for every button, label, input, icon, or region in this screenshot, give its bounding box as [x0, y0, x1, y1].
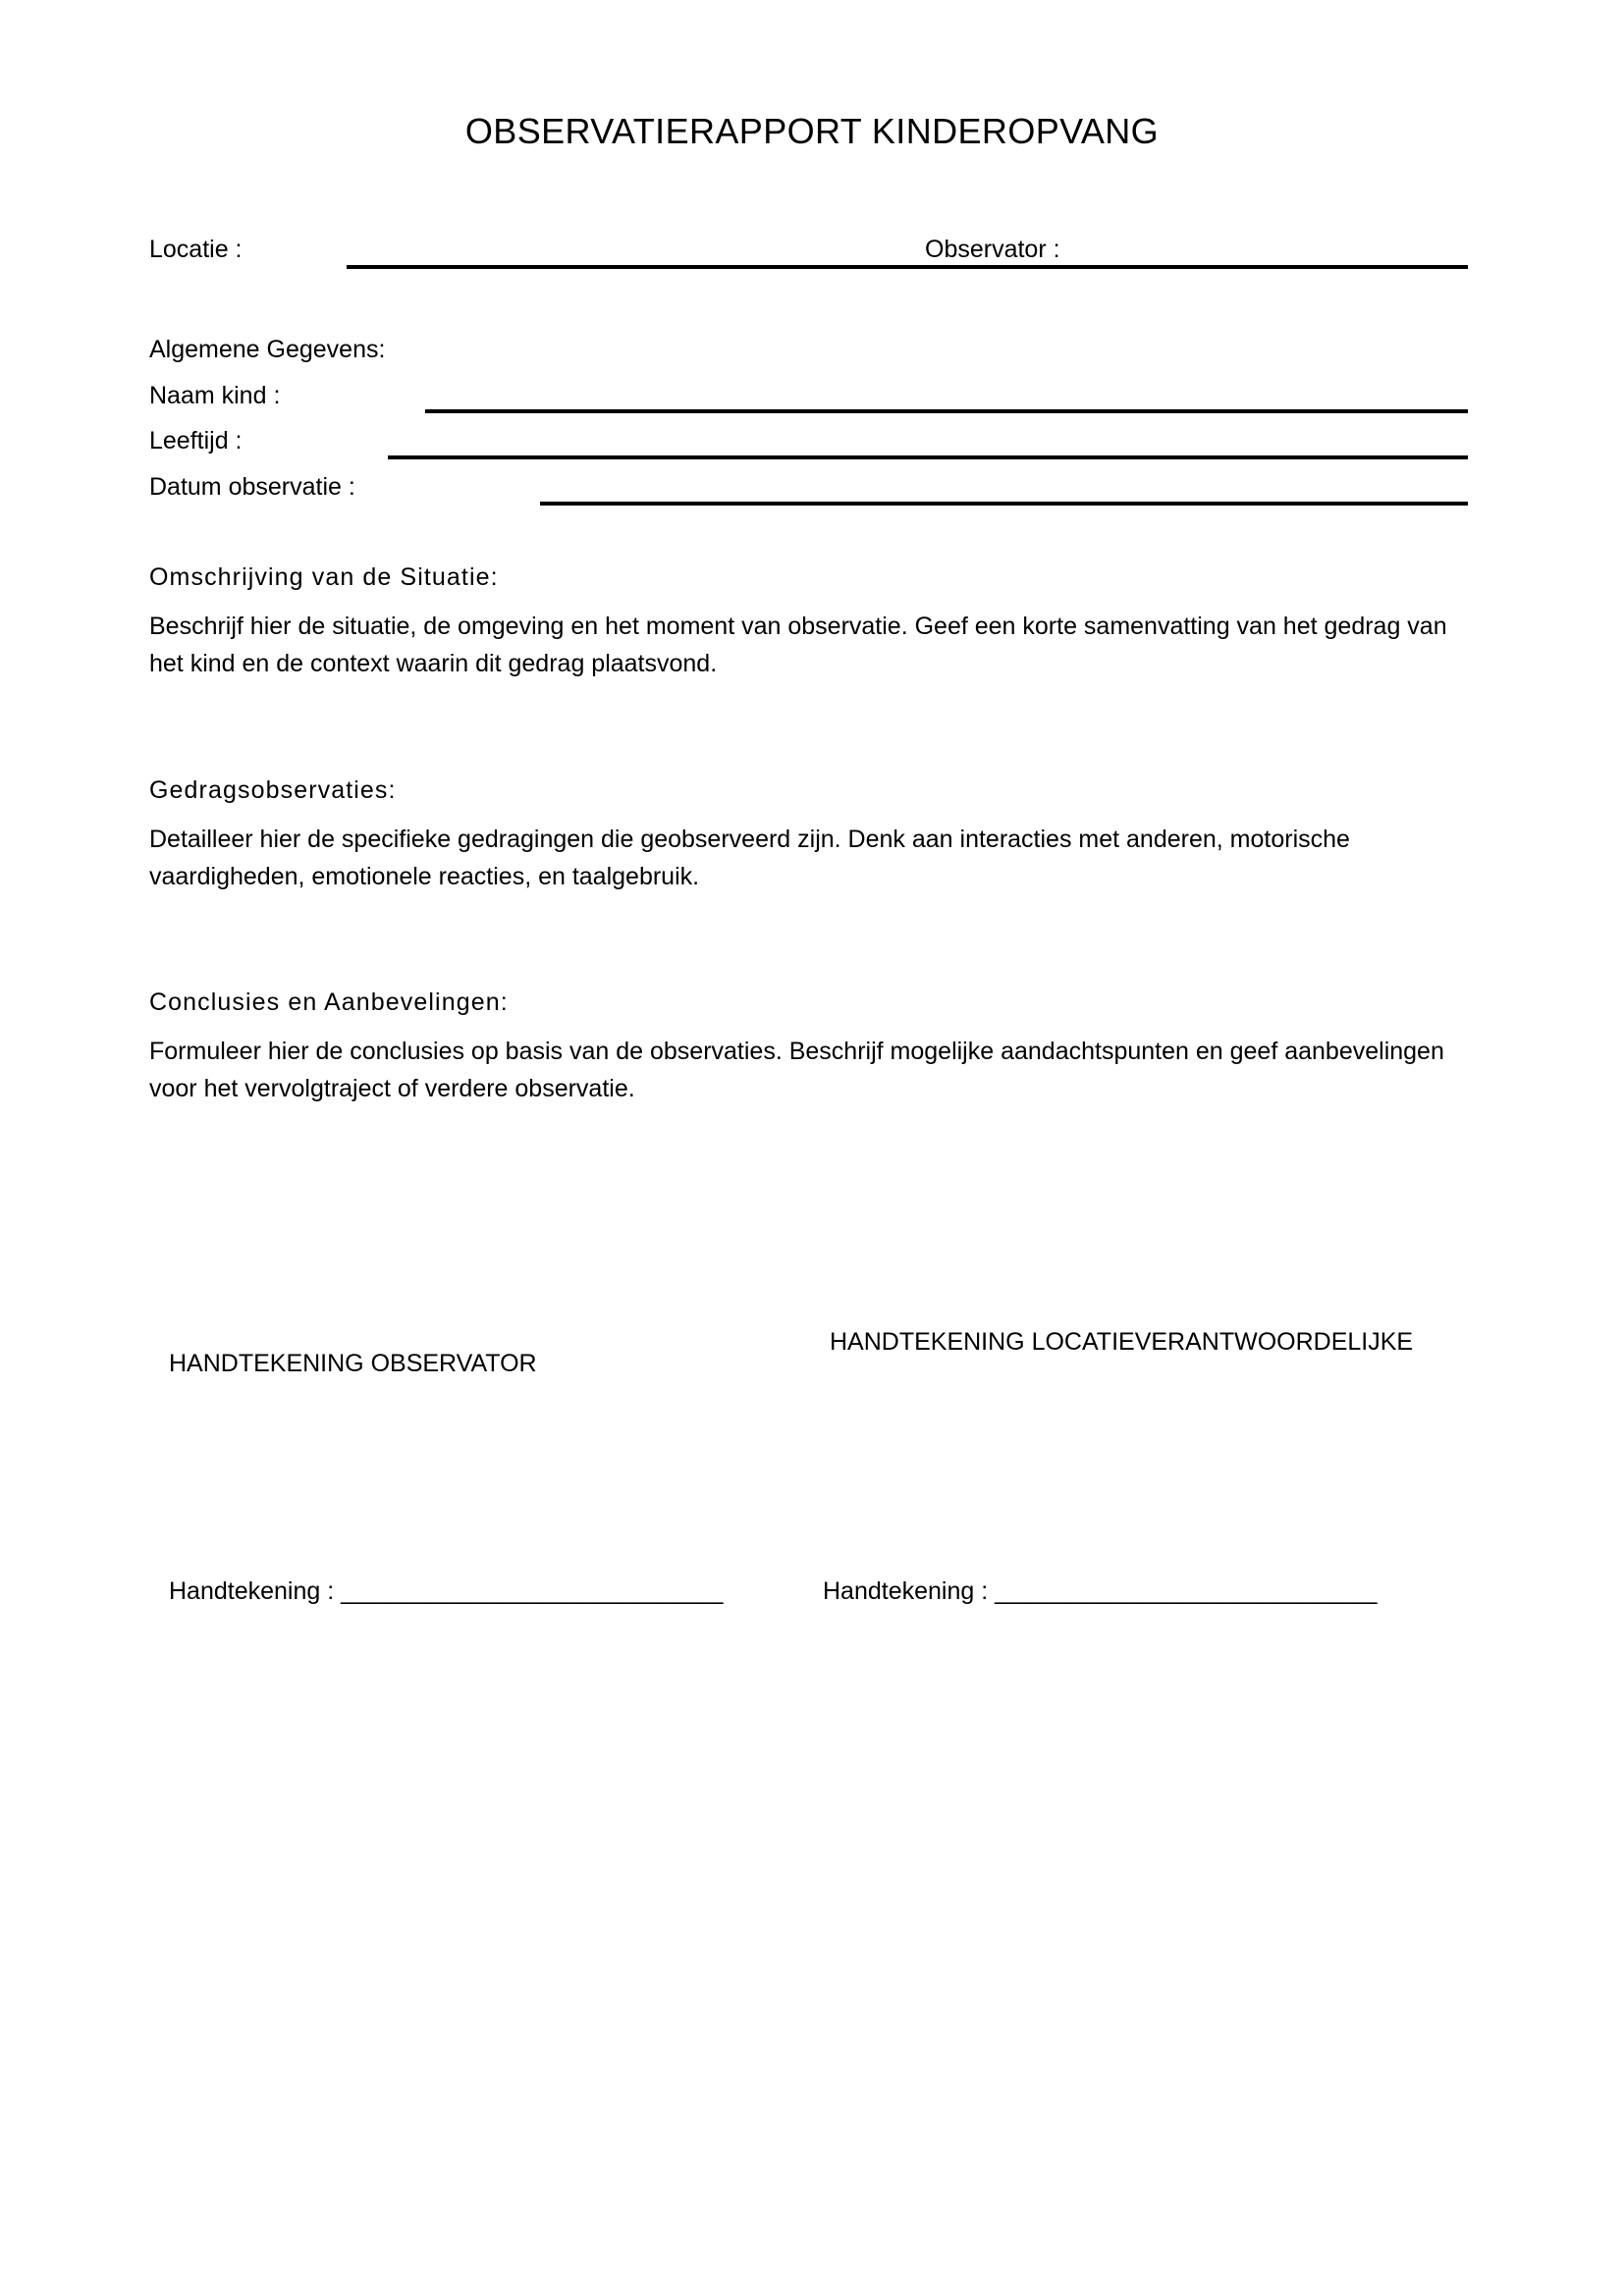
observer-signature-line[interactable]: Handtekening : ____________________________ [169, 1577, 724, 1605]
locatie-label: Locatie : [149, 236, 243, 263]
section-gedragsobservaties-heading: Gedragsobservaties: [149, 776, 397, 804]
general-info-heading: Algemene Gegevens: [149, 336, 386, 363]
section-conclusies-body: Formuleer hier de conclusies op basis van de observaties. Beschrijf mogelijke aandachtspunten en geef aanbevelingen voor het vervolgtraject of verdere observatie. [149, 1038, 1444, 1102]
section-conclusies-heading: Conclusies en Aanbevelingen: [149, 988, 509, 1016]
datum-observatie-field-rule[interactable] [540, 502, 1468, 506]
observator-label: Observator : [925, 236, 1060, 263]
leeftijd-field-rule[interactable] [388, 455, 1468, 459]
leeftijd-label: Leeftijd : [149, 427, 243, 454]
naam-kind-label: Naam kind : [149, 382, 281, 409]
datum-observatie-label: Datum observatie : [149, 473, 355, 501]
section-conclusies-aanbevelingen [149, 986, 1470, 1107]
section-omschrijving-situatie [149, 561, 1470, 682]
page-title: OBSERVATIERAPPORT KINDEROPVANG [464, 111, 1160, 151]
section-gedragsobservaties-body: Detailleer hier de specifieke gedragingen die geobserveerd zijn. Denk aan interacties met anderen, motorische vaardigheden, emotionele reacties, en taalgebruik. [149, 826, 1350, 890]
section-omschrijving-body: Beschrijf hier de situatie, de omgeving en het moment van observatie. Geef een korte samenvatting van het gedrag van het kind en de context waarin dit gedrag plaatsvond. [149, 613, 1447, 677]
location-signature-caption: HANDTEKENING LOCATIEVERANTWOORDELIJKE [830, 1328, 1414, 1356]
locatie-observator-field-rule[interactable] [347, 265, 1468, 269]
observer-signature-caption: HANDTEKENING OBSERVATOR [169, 1350, 537, 1377]
naam-kind-field-rule[interactable] [425, 409, 1468, 413]
section-omschrijving-heading: Omschrijving van de Situatie: [149, 563, 499, 591]
location-signature-line[interactable]: Handtekening : ____________________________ [823, 1577, 1378, 1605]
section-gedragsobservaties [149, 774, 1470, 895]
